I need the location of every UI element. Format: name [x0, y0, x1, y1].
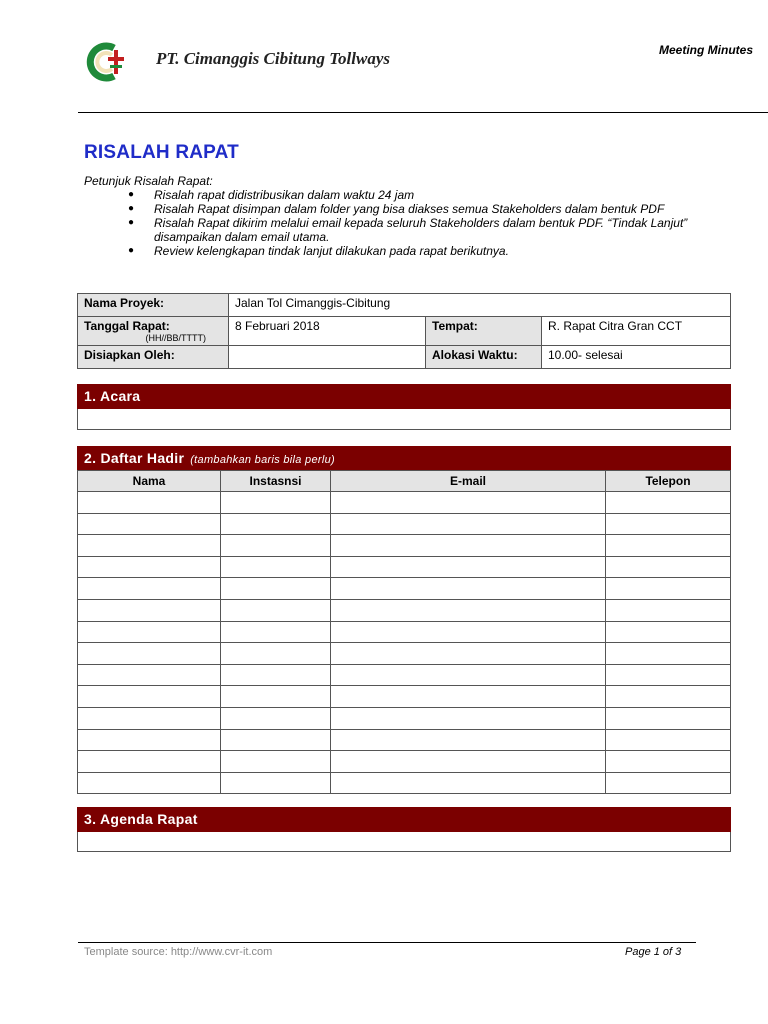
column-header-email: E-mail — [331, 471, 606, 492]
table-cell[interactable] — [331, 535, 606, 557]
table-cell[interactable] — [606, 578, 731, 600]
table-cell[interactable] — [221, 535, 331, 557]
place-label: Tempat: — [426, 317, 542, 346]
table-row — [78, 707, 731, 729]
meeting-info-table — [77, 293, 731, 369]
section-acara-body[interactable] — [77, 409, 731, 430]
table-cell[interactable] — [221, 751, 331, 773]
attendance-table — [77, 470, 731, 794]
header-divider — [78, 112, 768, 113]
section-agenda-header — [77, 807, 731, 832]
cct-logo-icon — [84, 42, 132, 82]
table-row — [78, 556, 731, 578]
table-cell[interactable] — [606, 772, 731, 794]
table-cell[interactable] — [221, 686, 331, 708]
table-cell[interactable] — [606, 556, 731, 578]
table-cell[interactable] — [78, 751, 221, 773]
table-cell[interactable] — [78, 686, 221, 708]
table-cell[interactable] — [78, 664, 221, 686]
table-cell[interactable] — [606, 513, 731, 535]
page-title: RISALAH RAPAT — [84, 142, 239, 163]
instruction-item: ● Risalah Rapat disimpan dalam folder yang bisa diakses semua Stakeholders dalam bentuk PDF — [128, 202, 665, 216]
table-cell[interactable] — [221, 664, 331, 686]
column-header-nama: Nama — [78, 471, 221, 492]
instructions-list — [84, 188, 724, 258]
table-cell[interactable] — [331, 664, 606, 686]
table-row — [78, 513, 731, 535]
table-cell[interactable] — [331, 513, 606, 535]
section-acara-title: 1. Acara — [84, 388, 141, 404]
table-row — [78, 772, 731, 794]
table-cell[interactable] — [78, 599, 221, 621]
table-cell[interactable] — [221, 729, 331, 751]
instruction-item: ● Risalah Rapat dikirim melalui email kepada seluruh Stakeholders dalam bentuk PDF. “Tindak Lanjut” disampaikan dalam email utama. — [128, 216, 688, 244]
table-cell[interactable] — [78, 556, 221, 578]
table-cell[interactable] — [331, 772, 606, 794]
table-cell[interactable] — [331, 729, 606, 751]
table-cell[interactable] — [606, 599, 731, 621]
project-label: Nama Proyek: — [78, 294, 229, 317]
table-row — [78, 578, 731, 600]
table-row — [78, 729, 731, 751]
section-agenda-body[interactable] — [77, 832, 731, 852]
table-cell[interactable] — [331, 599, 606, 621]
table-cell[interactable] — [606, 751, 731, 773]
table-cell[interactable] — [331, 751, 606, 773]
table-cell[interactable] — [606, 492, 731, 514]
prepared-by-value[interactable] — [229, 346, 426, 369]
table-cell[interactable] — [78, 535, 221, 557]
table-cell[interactable] — [221, 492, 331, 514]
table-cell[interactable] — [606, 664, 731, 686]
section-attendance-header — [77, 446, 731, 471]
section-attendance-title: 2. Daftar Hadir — [84, 450, 185, 466]
table-cell[interactable] — [221, 513, 331, 535]
bullet-icon: ● — [128, 245, 135, 256]
table-cell[interactable] — [221, 578, 331, 600]
bullet-icon: ● — [128, 203, 135, 214]
time-allocation-label: Alokasi Waktu: — [426, 346, 542, 369]
table-cell[interactable] — [78, 621, 221, 643]
table-cell[interactable] — [606, 621, 731, 643]
table-cell[interactable] — [331, 686, 606, 708]
table-cell[interactable] — [78, 772, 221, 794]
table-cell[interactable] — [606, 729, 731, 751]
date-format-hint: (HH//BB/TTTT) — [145, 333, 206, 343]
instructions-block — [84, 174, 724, 258]
footer-page-number: Page 1 of 3 — [625, 946, 682, 958]
table-row — [78, 686, 731, 708]
table-cell[interactable] — [331, 621, 606, 643]
table-row — [78, 751, 731, 773]
time-allocation-value[interactable]: 10.00- selesai — [542, 346, 731, 369]
date-label: Tanggal Rapat: — [84, 319, 170, 333]
prepared-by-label: Disiapkan Oleh: — [78, 346, 229, 369]
bullet-icon: ● — [128, 217, 135, 228]
section-acara-header — [77, 384, 731, 409]
table-row — [78, 535, 731, 557]
table-row — [78, 643, 731, 665]
table-cell[interactable] — [331, 578, 606, 600]
table-cell[interactable] — [78, 643, 221, 665]
table-cell[interactable] — [606, 707, 731, 729]
table-cell[interactable] — [221, 621, 331, 643]
section-attendance-note: (tambahkan baris bila perlu) — [190, 454, 335, 466]
section-agenda-title: 3. Agenda Rapat — [84, 811, 198, 827]
table-cell[interactable] — [331, 707, 606, 729]
column-header-instansi: Instasnsi — [221, 471, 331, 492]
table-cell[interactable] — [78, 513, 221, 535]
table-cell[interactable] — [78, 729, 221, 751]
company-name: PT. Cimanggis Cibitung Tollways — [156, 49, 390, 68]
date-value[interactable]: 8 Februari 2018 — [229, 317, 426, 346]
footer-source: Template source: http://www.cvr-it.com — [84, 946, 273, 958]
table-cell[interactable] — [221, 599, 331, 621]
table-row — [78, 492, 731, 514]
table-cell[interactable] — [78, 578, 221, 600]
date-label-cell — [78, 317, 229, 346]
table-row — [78, 664, 731, 686]
table-cell[interactable] — [331, 556, 606, 578]
column-header-telepon: Telepon — [606, 471, 731, 492]
footer-divider — [78, 942, 696, 943]
table-cell[interactable] — [606, 535, 731, 557]
table-cell[interactable] — [78, 707, 221, 729]
table-cell[interactable] — [331, 643, 606, 665]
table-cell[interactable] — [606, 643, 731, 665]
table-cell[interactable] — [221, 556, 331, 578]
project-value[interactable]: Jalan Tol Cimanggis-Cibitung — [229, 294, 731, 317]
table-cell[interactable] — [221, 772, 331, 794]
document-type: Meeting Minutes — [658, 43, 753, 57]
table-cell[interactable] — [606, 686, 731, 708]
bullet-icon: ● — [128, 189, 135, 200]
table-cell[interactable] — [221, 643, 331, 665]
instruction-item: ● Risalah rapat didistribusikan dalam waktu 24 jam — [128, 188, 415, 202]
instructions-heading: Petunjuk Risalah Rapat: — [84, 174, 213, 188]
instruction-item: ● Review kelengkapan tindak lanjut dilakukan pada rapat berikutnya. — [128, 244, 509, 258]
table-cell[interactable] — [331, 492, 606, 514]
place-value[interactable]: R. Rapat Citra Gran CCT — [542, 317, 731, 346]
table-cell[interactable] — [221, 707, 331, 729]
table-row — [78, 621, 731, 643]
table-cell[interactable] — [78, 492, 221, 514]
table-row — [78, 599, 731, 621]
